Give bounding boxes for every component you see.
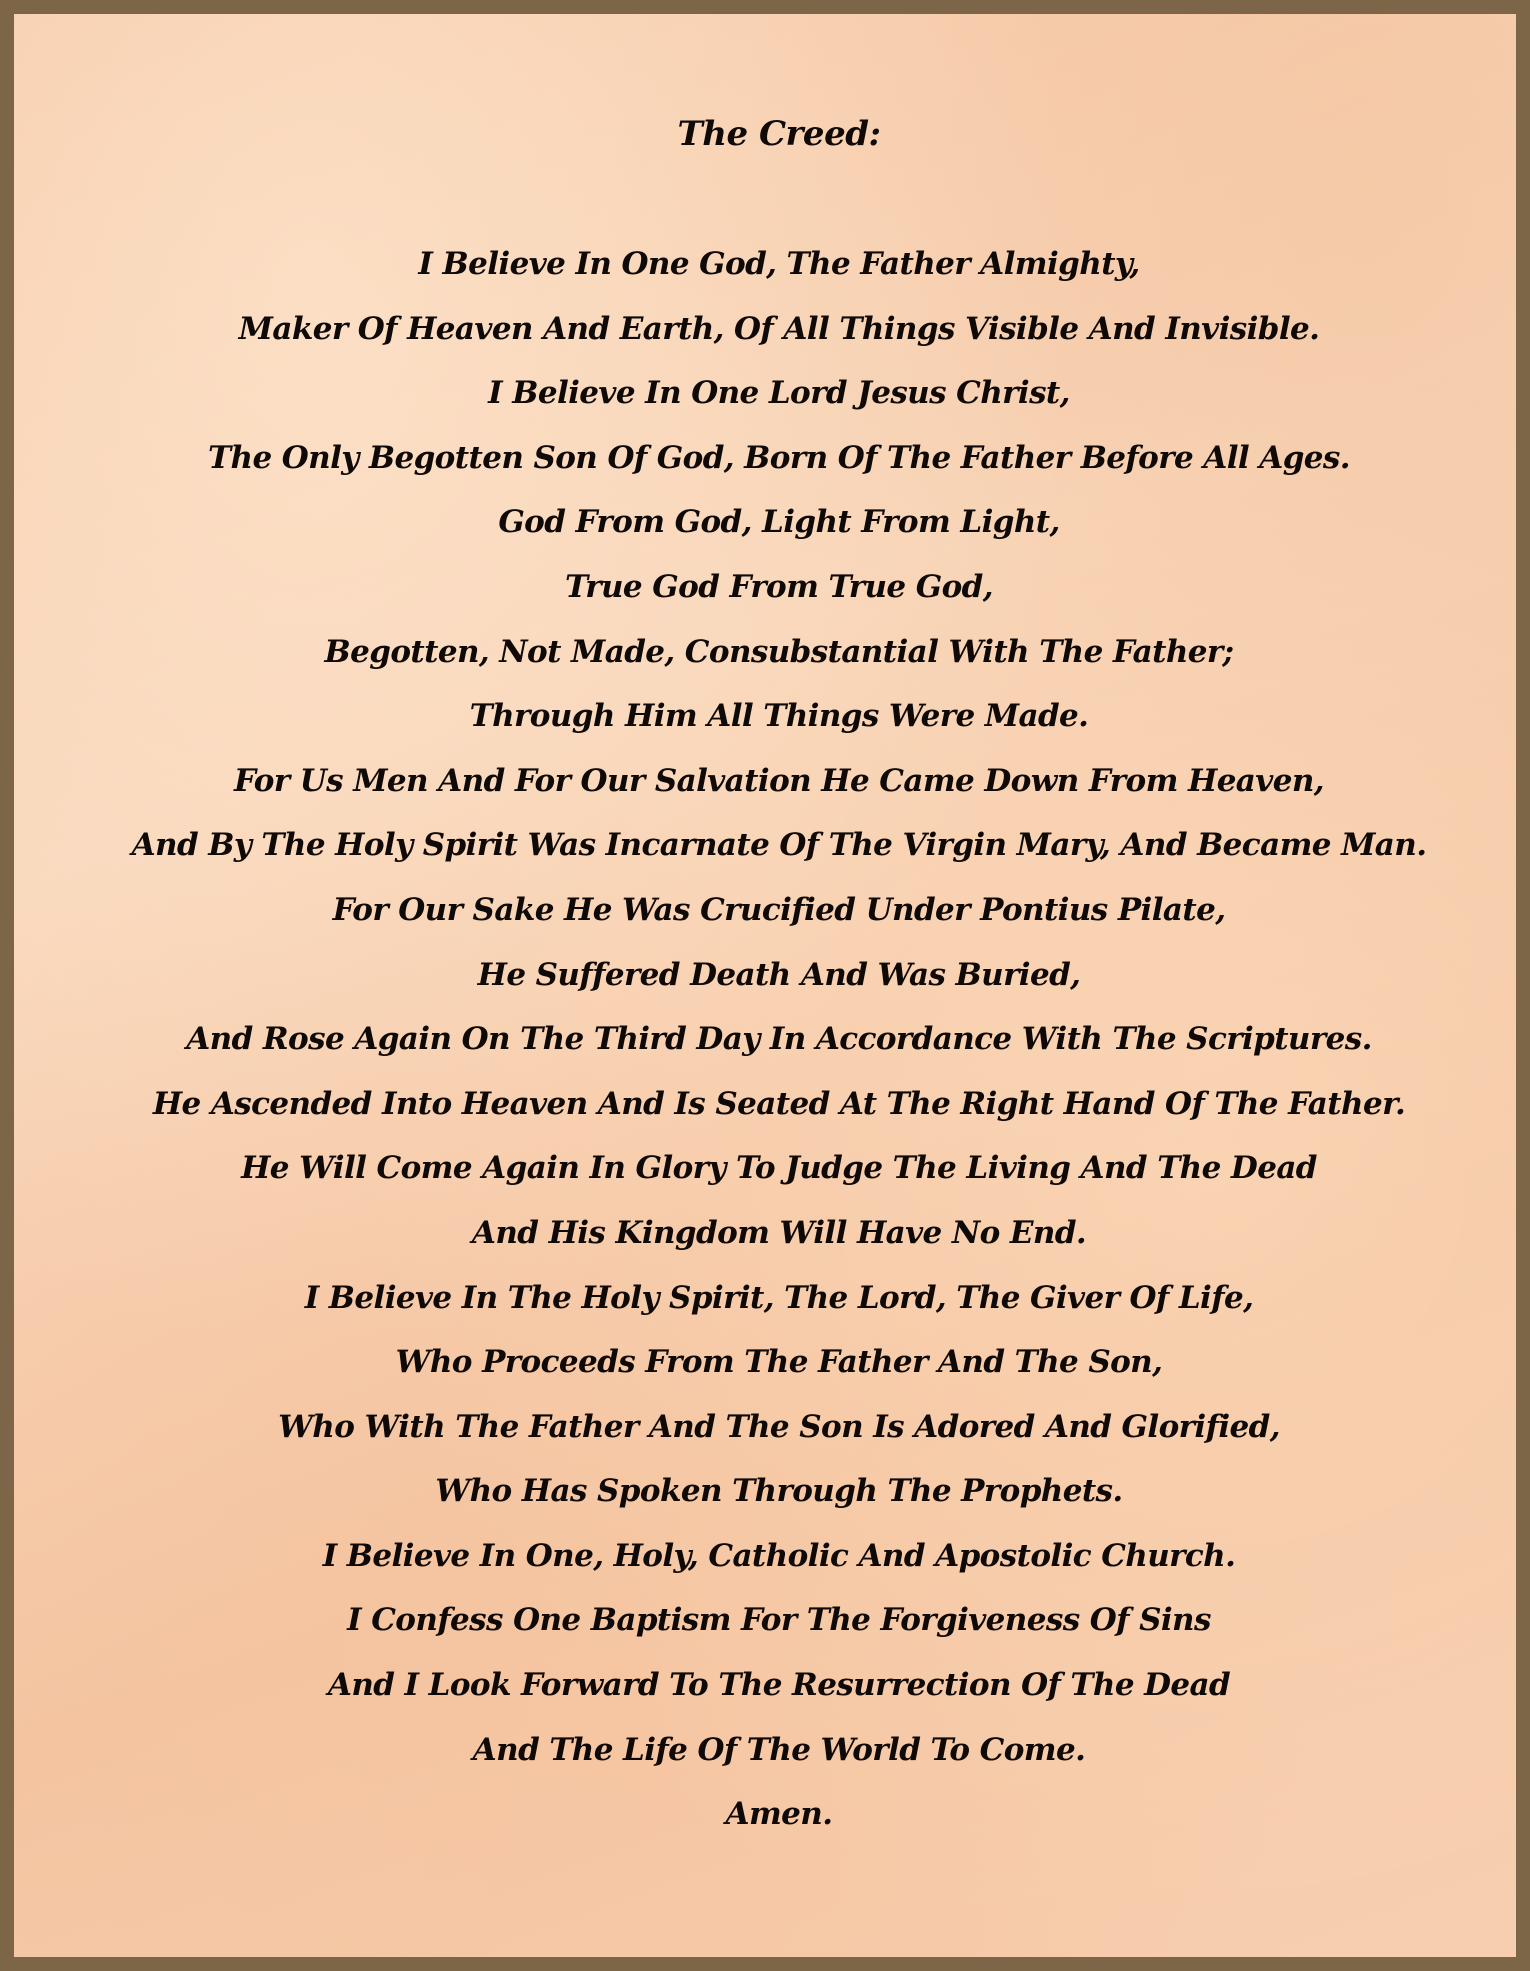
creed-line: Amen. [725,1796,833,1833]
creed-line: I Confess One Baptism For The Forgiveness Of Sins [347,1602,1211,1639]
creed-line: Begotten, Not Made, Consubstantial With The Father; [324,633,1234,670]
creed-line: He Ascended Into Heaven And Is Seated At The Right Hand Of The Father. [152,1085,1406,1122]
creed-line: I Believe In One, Holy, Catholic And Apostolic Church. [322,1537,1236,1574]
creed-line: And Rose Again On The Third Day In Accordance With The Scriptures. [186,1021,1372,1058]
creed-line: For Our Sake He Was Crucified Under Pontius Pilate, [332,891,1226,928]
creed-line: Maker Of Heaven And Earth, Of All Things Visible And Invisible. [238,310,1320,347]
creed-line: For Us Men And For Our Salvation He Came Down From Heaven, [234,762,1324,799]
creed-line: And His Kingdom Will Have No End. [471,1214,1087,1251]
creed-line: God From God, Light From Light, [498,504,1060,541]
creed-line: He Will Come Again In Glory To Judge The Living And The Dead [241,1150,1317,1187]
creed-line: Through Him All Things Were Made. [469,698,1089,735]
creed-line: Who Has Spoken Through The Prophets. [435,1473,1123,1510]
document-title: The Creed: [677,114,881,154]
creed-line: Who With The Father And The Son Is Adored And Glorified, [278,1408,1280,1445]
creed-line: Who Proceeds From The Father And The Son, [395,1344,1163,1381]
creed-line: I Believe In One God, The Father Almighty, [418,246,1140,282]
creed-line: The Only Begotten Son Of God, Born Of The Father Before All Ages. [208,439,1350,476]
creed-line: True God From True God, [565,568,993,605]
creed-line: I Believe In The Holy Spirit, The Lord, The Giver Of Life, [304,1279,1254,1316]
creed-line: And I Look Forward To The Resurrection Of The Dead [327,1667,1231,1704]
creed-text [14,237,1530,1852]
creed-line: And By The Holy Spirit Was Incarnate Of The Virgin Mary, And Became Man. [131,827,1427,864]
creed-line: He Suffered Death And Was Buried, [477,956,1081,993]
creed-line: I Believe In One Lord Jesus Christ, [488,375,1070,412]
creed-line: And The Life Of The World To Come. [472,1731,1086,1768]
